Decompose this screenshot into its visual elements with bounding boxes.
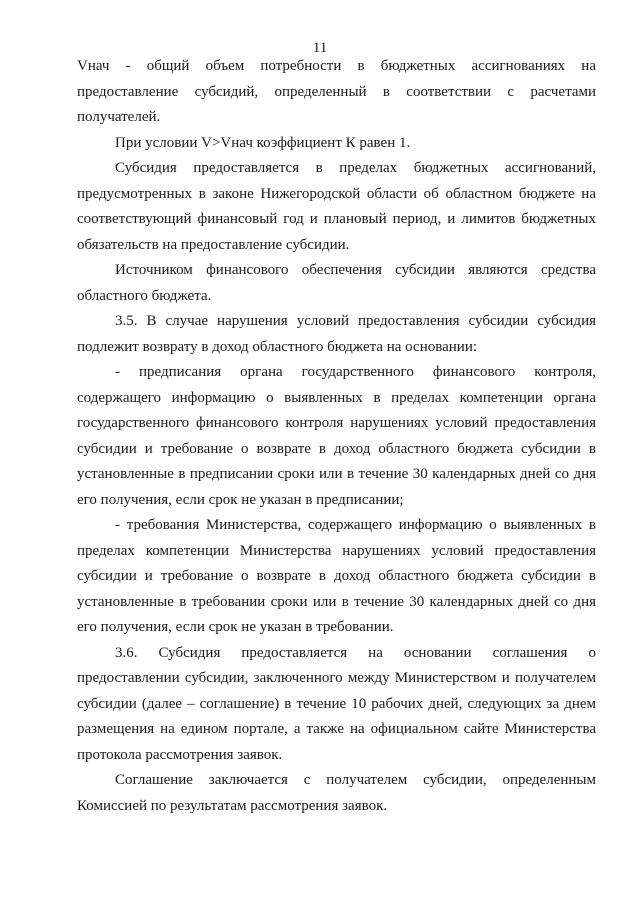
document-body [77, 54, 596, 819]
paragraph-vnach-definition: Vнач - общий объем потребности в бюджетных ассигнованиях на предоставление субсидий, определенный в соответствии с расчетами получателей. [77, 58, 596, 125]
paragraph-agreement: Соглашение заключается с получателем субсидии, определенным Комиссией по результатам рассмотрения заявок. [77, 772, 596, 814]
paragraph-coefficient-condition: При условии V>Vнач коэффициент К равен 1. [115, 134, 411, 151]
list-item-prescription: - предписания органа государственного финансового контроля, содержащего информацию о выявленных в пределах компетенции органа государственного финансового контроля нарушениях условий предоставления субсидии и требование о возврате в доход областного бюджета субсидии в установленные в предписании сроки или в течение 30 календарных дней со дня его получения, если срок не указан в предписании; [77, 364, 596, 508]
page-number: 11 [312, 40, 328, 56]
paragraph-3-6: 3.6. Субсидия предоставляется на основании соглашения о предоставлении субсидии, заключенного между Министерством и получателем субсидии (далее – соглашение) в течение 10 рабочих дней, следующих за днем размещения на едином портале, а также на официальном сайте Министерства протокола рассмотрения заявок. [77, 644, 596, 763]
list-item-ministry-requirement: - требования Министерства, содержащего информацию о выявленных в пределах компетенции Министерства нарушениях условий предоставления субсидии и требование о возврате в доход областного бюджета субсидии в установленные в требовании сроки или в течение 30 календарных дней со дня его получения, если срок не указан в требовании. [77, 517, 596, 635]
paragraph-funding-source: Источником финансового обеспечения субсидии являются средства областного бюджета. [77, 262, 596, 304]
paragraph-3-5: 3.5. В случае нарушения условий предоставления субсидии субсидия подлежит возврату в доход областного бюджета на основании: [77, 313, 596, 355]
paragraph-subsidy-limits: Субсидия предоставляется в пределах бюджетных ассигнований, предусмотренных в законе Нижегородской области об областном бюджете на соответствующий финансовый год и плановый период, и лимитов бюджетных обязательств на предоставление субсидии. [77, 160, 596, 253]
